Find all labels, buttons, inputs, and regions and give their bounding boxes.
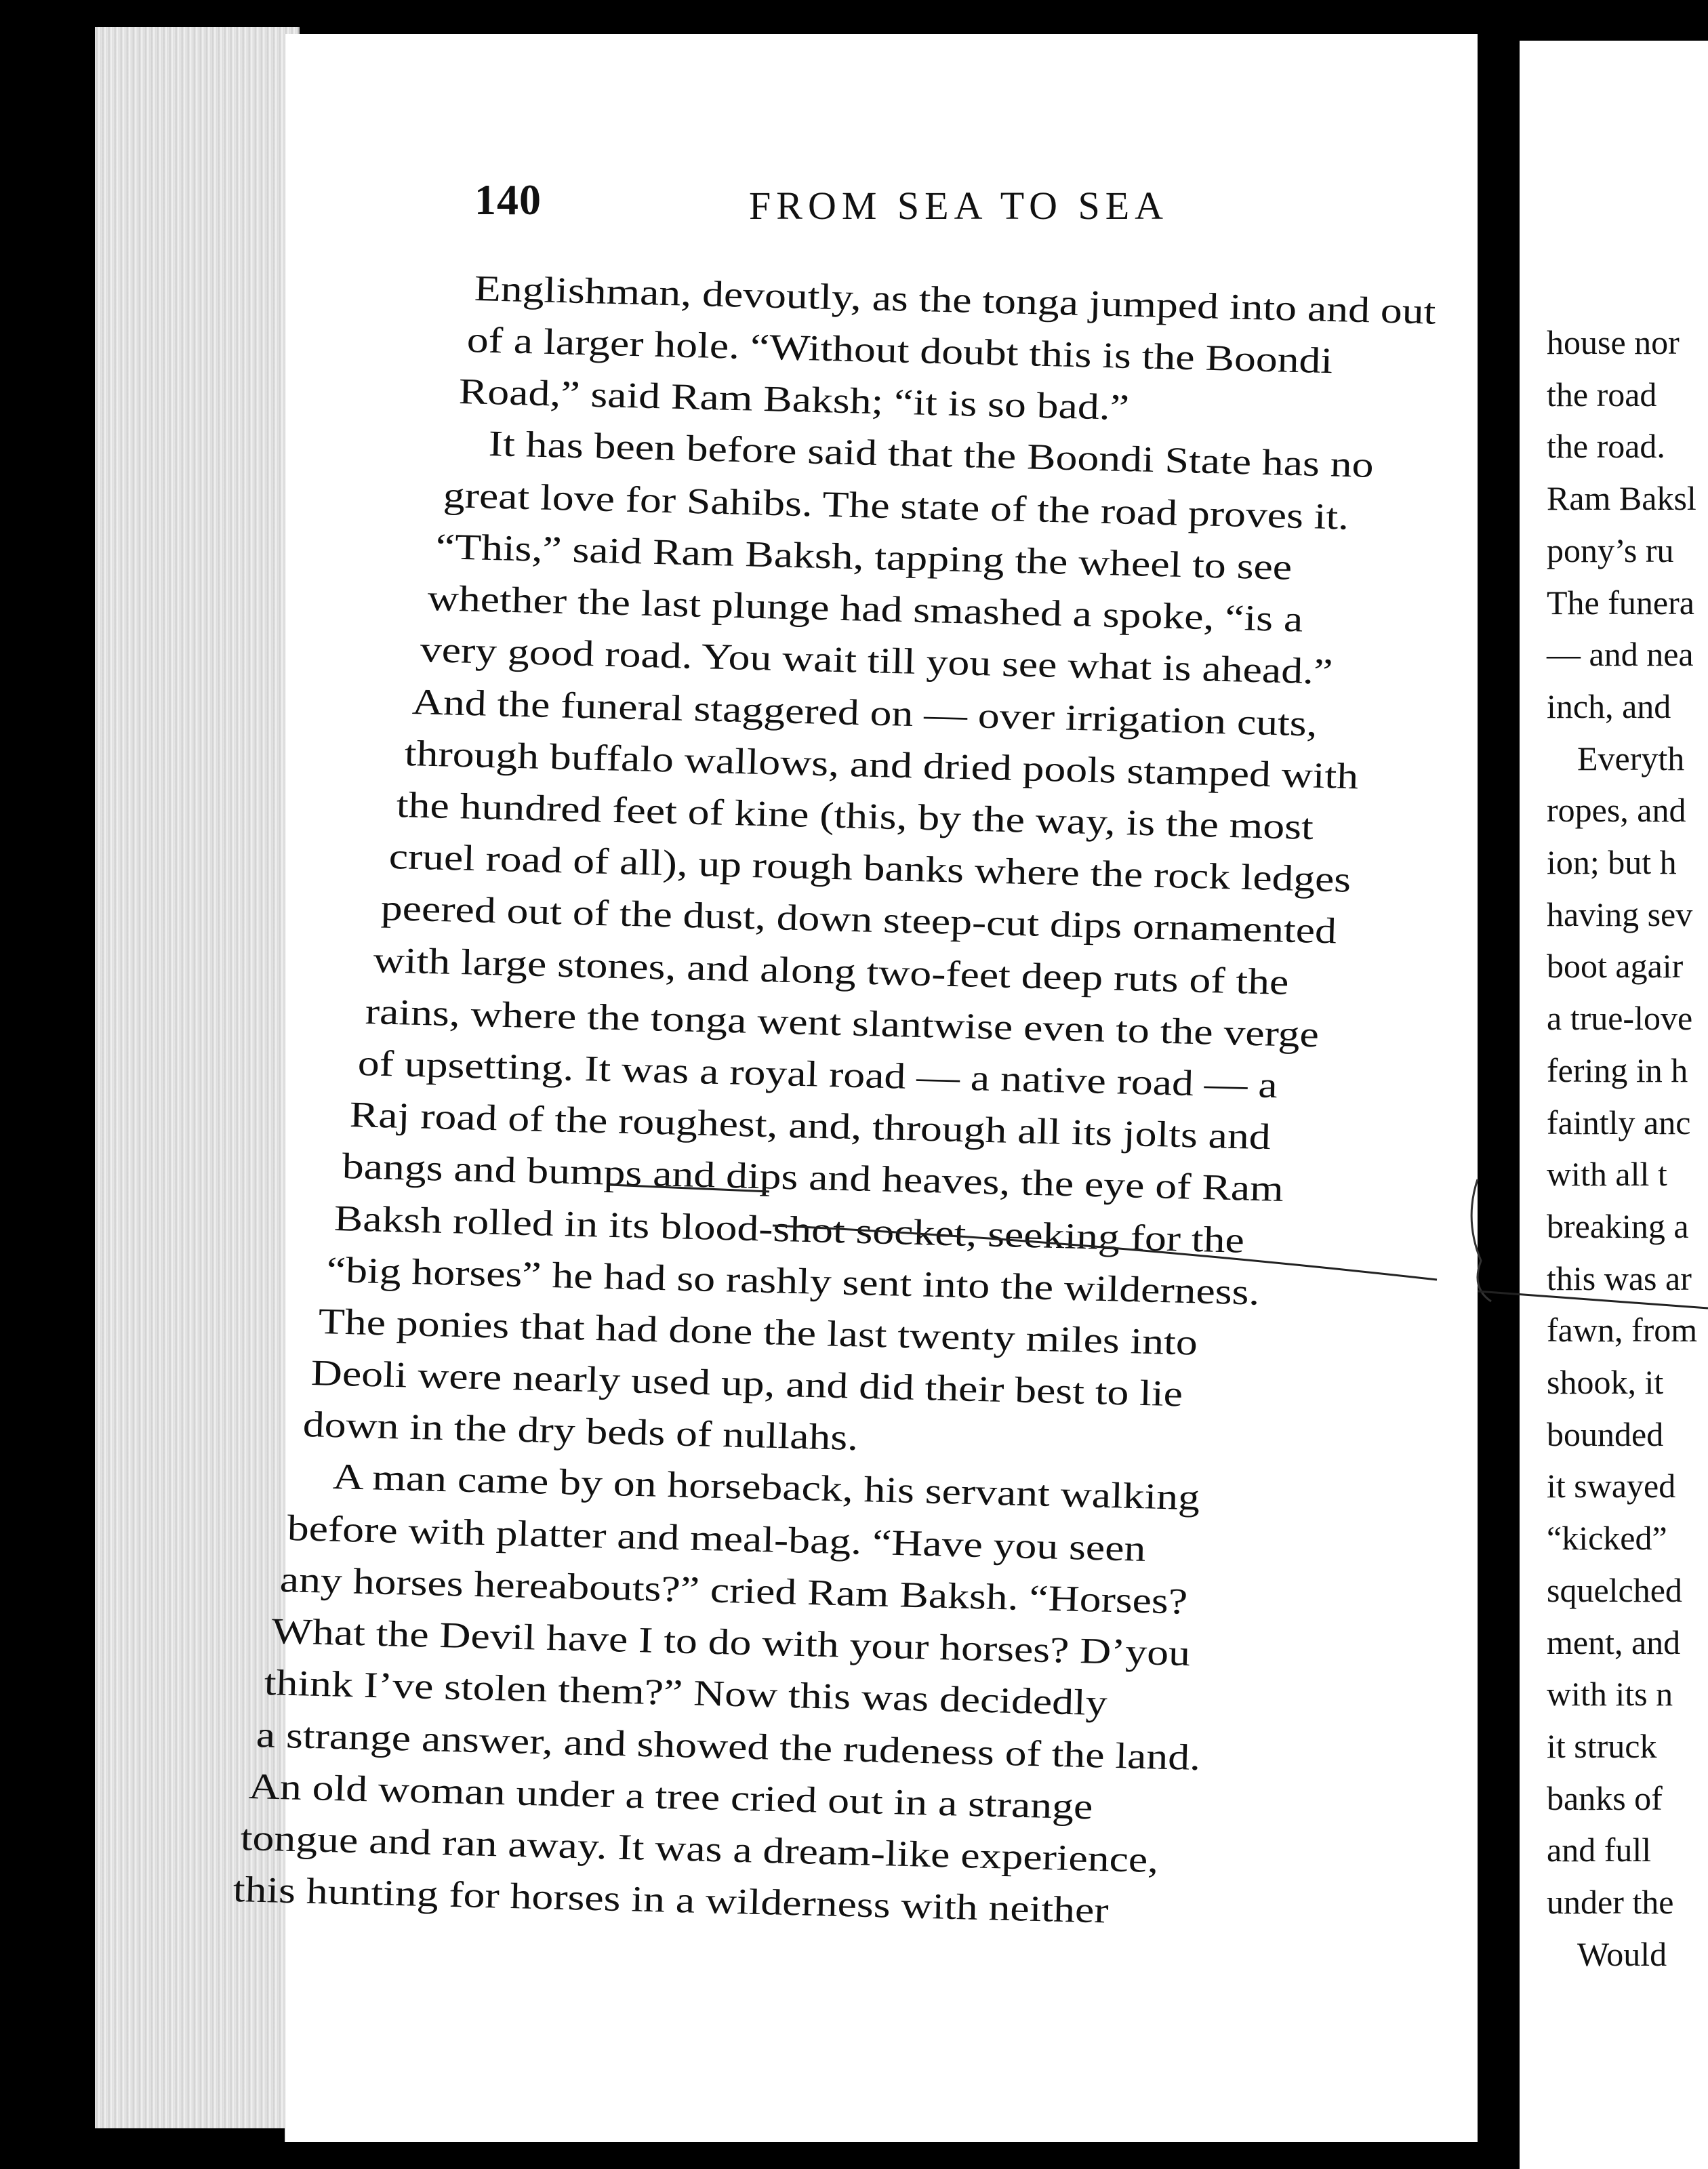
facing-text-line: pony’s ru (1547, 531, 1674, 569)
text-line: peered out of the dust, down steep-cut dips ornamented (380, 887, 1337, 952)
facing-text-line: fering in h (1547, 1051, 1688, 1089)
text-line: Deoli were nearly used up, and did their best to lie (310, 1352, 1183, 1415)
text-line: rains, where the tonga went slantwise even to the verge (365, 990, 1320, 1055)
text-line: bangs and bumps and dips and heaves, the eye of Ram (341, 1146, 1284, 1210)
text-line: And the funeral staggered on — over irrigation cuts, (411, 681, 1318, 744)
text-line: whether the last plunge had smashed a spoke, “is a (427, 577, 1304, 640)
text-line: of a larger hole. “Without doubt this is the Boondi (466, 319, 1333, 382)
facing-text-line: Ram Baksl (1547, 479, 1696, 518)
facing-text-line: bounded (1547, 1415, 1664, 1453)
text-line: cruel road of all), up rough banks where the rock ledges (388, 836, 1351, 900)
text-line: “big horses” he had so rashly sent into the wilderness. (325, 1249, 1260, 1313)
facing-text-line: this was ar (1547, 1259, 1692, 1297)
text-line: “This,” said Ram Baksh, tapping the wheel to see (434, 526, 1293, 588)
facing-text-line: a true-love (1547, 999, 1693, 1038)
text-line: think I’ve stolen them?” Now this was decidedly (263, 1662, 1107, 1724)
text-line: great love for Sahibs. The state of the road proves it. (443, 474, 1349, 538)
text-line: Englishman, devoutly, as the tonga jumped into and out (474, 268, 1437, 332)
text-line: very good road. You wait till you see what is ahead.” (419, 629, 1333, 693)
facing-text-line: inch, and (1547, 687, 1671, 725)
facing-text-line: ropes, and (1547, 791, 1686, 830)
page-number: 140 (474, 176, 542, 224)
book-gutter (1478, 20, 1520, 2169)
text-line: of upsetting. It was a royal road — a native road — a (357, 1042, 1278, 1106)
facing-text-line: it struck (1547, 1726, 1657, 1765)
text-line: Road,” said Ram Baksh; “it is so bad.” (458, 371, 1130, 428)
text-line: What the Devil have I to do with your horses? D’you (271, 1610, 1191, 1674)
text-line: down in the dry beds of nullahs. (302, 1404, 859, 1459)
facing-text-line: ion; but h (1547, 843, 1677, 881)
facing-text-line: house nor (1547, 323, 1680, 361)
facing-text-line: boot agair (1547, 947, 1684, 986)
facing-text-line: banks of (1547, 1779, 1663, 1817)
facing-text-line: Would (1577, 1934, 1667, 1973)
text-line: before with platter and meal-bag. “Have you seen (287, 1507, 1147, 1569)
facing-text-line: having sev (1547, 895, 1693, 933)
facing-text-line: shook, it (1547, 1363, 1664, 1401)
text-line: the hundred feet of kine (this, by the way, is the most (396, 784, 1314, 848)
facing-text-line: with all t (1547, 1155, 1667, 1194)
text-line: An old woman under a tree cried out in a strange (247, 1765, 1093, 1827)
facing-text-line: The funera (1547, 583, 1694, 622)
facing-text-line: and full (1547, 1831, 1652, 1869)
facing-text-line: Everyth (1577, 739, 1685, 777)
facing-text-line: squelched (1547, 1570, 1682, 1609)
facing-text-line: with its n (1547, 1675, 1673, 1714)
facing-page (1520, 41, 1708, 2169)
page-title: FROM SEA TO SEA (749, 184, 1169, 228)
text-line: tongue and ran away. It was a dream-like experience, (240, 1817, 1159, 1881)
text-line: Baksh rolled in its blood-shot socket, seeking for the (333, 1197, 1245, 1261)
text-line: a strange answer, and showed the rudeness of the land. (256, 1714, 1201, 1778)
text-line: It has been before said that the Boondi State has no (487, 422, 1374, 485)
text-line: Raj road of the roughest, and, through all its jolts and (349, 1094, 1272, 1158)
facing-text-line: under the (1547, 1883, 1674, 1921)
facing-text-line: it swayed (1547, 1467, 1676, 1505)
facing-text-line: — and nea (1547, 635, 1694, 674)
running-head (474, 175, 1423, 236)
text-line: A man came by on horseback, his servant walking (331, 1455, 1200, 1518)
facing-text-line: fawn, from (1547, 1311, 1698, 1350)
facing-text-line: the road. (1547, 427, 1665, 466)
book-page-edges (95, 27, 300, 2128)
facing-text-line: the road (1547, 375, 1657, 413)
text-line: with large stones, and along two-feet deep ruts of the (372, 939, 1289, 1002)
text-line: any horses hereabouts?” cried Ram Baksh. “Horses? (279, 1559, 1188, 1622)
text-line: through buffalo wallows, and dried pools stamped with (403, 732, 1359, 797)
facing-text-line: ment, and (1547, 1623, 1681, 1661)
facing-text-line: “kicked” (1547, 1519, 1667, 1558)
facing-text-line: breaking a (1547, 1207, 1689, 1245)
facing-text-line: faintly anc (1547, 1103, 1691, 1141)
text-line: The ponies that had done the last twenty miles into (318, 1301, 1198, 1363)
text-line: this hunting for horses in a wilderness with neither (232, 1869, 1109, 1931)
